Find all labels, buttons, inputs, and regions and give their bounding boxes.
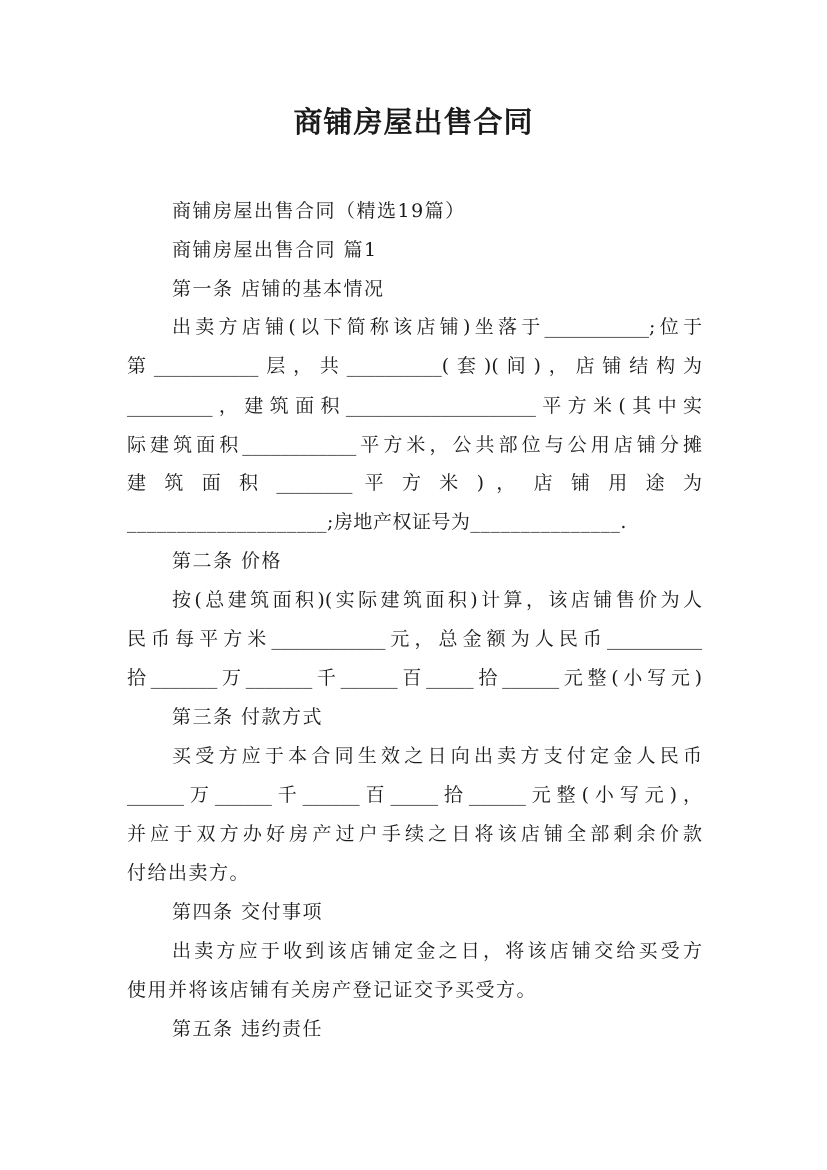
subtitle-line: 商铺房屋出售合同（精选19篇） xyxy=(172,200,466,222)
paragraph-line: 买受方应于本合同生效之日向出卖方支付定金人民币 xyxy=(172,745,702,767)
paragraph-line: _________，建筑面积____________________平方米(其中实 xyxy=(127,395,702,417)
article-heading: 第三条 付款方式 xyxy=(172,706,324,728)
article-heading: 第二条 价格 xyxy=(172,550,283,572)
paragraph-line: 出卖方店铺(以下简称该店铺)坐落于___________;位于 xyxy=(172,316,702,338)
article-heading: 第四条 交付事项 xyxy=(172,901,324,923)
article-heading: 第五条 违约责任 xyxy=(172,1018,324,1040)
paragraph-line: 民币每平方米____________元，总金额为人民币__________ xyxy=(127,628,702,650)
paragraph-line: 拾_______万_______千______百_____拾______元整(小写元) xyxy=(127,667,702,689)
paragraph-line: 付给出卖方。 xyxy=(127,862,251,884)
paragraph-line: ____________________;房地产权证号为_______________. xyxy=(127,511,627,533)
paragraph-line: 第___________层，共__________(套)(间)，店铺结构为 xyxy=(127,355,702,377)
section-heading: 商铺房屋出售合同 篇1 xyxy=(172,239,378,261)
paragraph-line: 使用并将该店铺有关房产登记证交予买受方。 xyxy=(127,979,538,1001)
article-heading: 第一条 店铺的基本情况 xyxy=(172,278,385,300)
paragraph-line: 并应于双方办好房产过户手续之日将该店铺全部剩余价款 xyxy=(127,823,702,845)
paragraph-line: 际建筑面积____________平方米，公共部位与公用店铺分摊 xyxy=(127,434,702,456)
paragraph-line: 按(总建筑面积)(实际建筑面积)计算，该店铺售价为人 xyxy=(172,589,702,611)
document-title: 商铺房屋出售合同 xyxy=(293,105,534,139)
paragraph-line: 出卖方应于收到该店铺定金之日，将该店铺交给买受方 xyxy=(172,940,702,962)
paragraph-line: 建 筑 面 积 ________ 平 方 米 ) ， 店 铺 用 途 为 xyxy=(127,472,702,494)
paragraph-line: ______万______千______百_____拾______元整(小写元)， xyxy=(127,784,702,806)
